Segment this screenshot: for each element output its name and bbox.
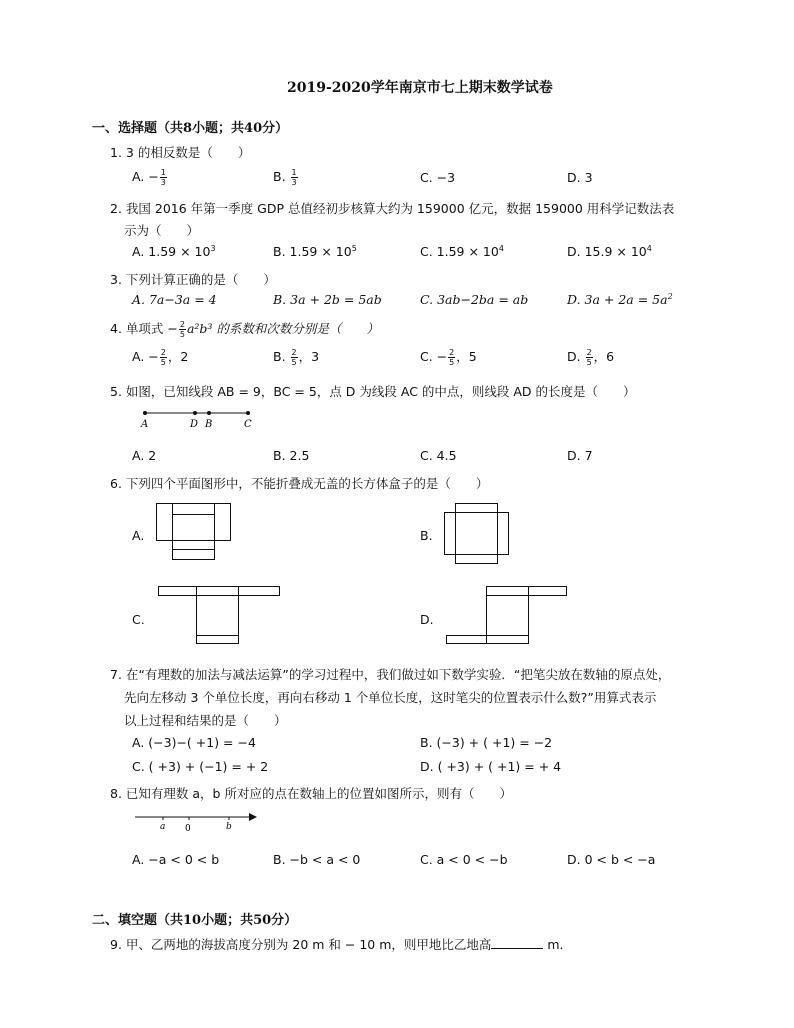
q5-segment-figure (138, 405, 258, 435)
q6-option-a: A. (132, 528, 145, 543)
q2-option-b: B. $1.59 \times 10^5$ (273, 244, 357, 260)
q5-option-c: C. 4.5 (420, 448, 457, 463)
section-heading-choice: 一、选择题（共8小题；共40分） (92, 121, 289, 136)
q6-option-c: C. (132, 612, 145, 627)
page-title: 2019-2020学年南京市七上期末数学试卷 (287, 80, 553, 96)
q6-net-b-figure (444, 503, 524, 567)
question-3-stem: 3. 下列计算正确的是（ ） (110, 272, 276, 287)
q3-option-d: D. $3a + 2a = 5a^2$ (567, 292, 673, 308)
question-6-stem: 6. 下列四个平面图形中，不能折叠成无盖的长方体盒子的是（ ） (110, 476, 489, 491)
q6-option-b: B. (420, 528, 433, 543)
q3-option-a: A. 7a−3a = 4 (132, 292, 217, 307)
section-heading-fill-blank: 二、填空题（共10小题；共50分） (92, 913, 298, 928)
q6-option-d: D. (420, 612, 434, 627)
question-7-stem-line2: 先向左移动 3 个单位长度，再向右移动 1 个单位长度，这时笔尖的位置表示什么数?”用算式表示 (124, 690, 657, 705)
q9-answer-blank[interactable] (491, 938, 543, 949)
q7-option-d: D. ( +3) + ( +1) = + 4 (420, 759, 562, 774)
q5-point-d: D (190, 419, 199, 430)
q8-axis-label-zero: 0 (185, 824, 191, 834)
q2-option-d: D. $15.9 \times 10^4$ (567, 244, 652, 260)
q1-option-b: B. $\frac{1}{3}$ (273, 168, 297, 187)
q4-option-a: A. − $\frac{2}{5}$ ，2 (132, 348, 189, 367)
q2-option-a: A. $1.59 \times 10^3$ (132, 244, 216, 260)
q8-option-b: B. −b < a < 0 (273, 852, 361, 867)
q6-net-a-figure (156, 503, 236, 563)
q6-net-d-figure (446, 586, 570, 646)
q7-option-b: B. (−3) + ( +1) = −2 (420, 735, 553, 750)
question-7-stem-line1: 7. 在“有理数的加法与减法运算”的学习过程中，我们做过如下数学实验．“把笔尖放在数轴的原点处， (110, 667, 671, 682)
question-2-stem-line1: 2. 我国 2016 年第一季度 GDP 总值经初步核算大约为 159000 亿元，数据 159000 用科学记数法表 (110, 201, 675, 216)
q1-option-d: D. 3 (567, 170, 593, 185)
q5-option-b: B. 2.5 (273, 448, 310, 463)
question-4-stem: 4. 单项式 − $\frac{2}{5}$ a²b³ 的系数和次数分别是（ ） (110, 320, 379, 339)
q8-option-d: D. 0 < b < −a (567, 852, 656, 867)
question-1-stem: 1. 3 的相反数是（ ） (110, 145, 251, 160)
q8-option-c: C. a < 0 < −b (420, 852, 508, 867)
q4-option-b: B. $\frac{2}{5}$ ，3 (273, 348, 320, 367)
q5-point-c: C (244, 419, 252, 430)
q8-number-line-figure (135, 810, 260, 838)
q5-point-b: B (205, 419, 213, 430)
q5-point-a: A (141, 419, 149, 430)
q4-option-d: D. $\frac{2}{5}$ ，6 (567, 348, 615, 367)
q8-axis-label-a: a (160, 822, 166, 832)
question-9-stem: 9. 甲、乙两地的海拔高度分别为 20 m 和 − 10 m，则甲地比乙地高 m． (110, 937, 573, 952)
q7-option-c: C. ( +3) + (−1) = + 2 (132, 759, 269, 774)
q3-option-b: B. 3a + 2b = 5ab (273, 292, 382, 307)
q3-option-c: C. 3ab−2ba = ab (420, 292, 529, 307)
question-5-stem: 5. 如图，已知线段 AB = 9，BC = 5，点 D 为线段 AC 的中点，则线段 AD 的长度是（ ） (110, 384, 636, 399)
question-8-stem: 8. 已知有理数 a，b 所对应的点在数轴上的位置如图所示，则有（ ） (110, 786, 512, 801)
q8-option-a: A. −a < 0 < b (132, 852, 220, 867)
q7-option-a: A. (−3)−( +1) = −4 (132, 735, 256, 750)
q5-option-d: D. 7 (567, 448, 593, 463)
question-2-stem-line2: 示为（ ） (124, 223, 200, 238)
q4-option-c: C. − $\frac{2}{5}$ ，5 (420, 348, 477, 367)
q1-option-c: C. −3 (420, 170, 456, 185)
question-7-stem-line3: 以上过程和结果的是（ ） (124, 713, 287, 728)
q2-option-c: C. $1.59 \times 10^4$ (420, 244, 504, 260)
q1-option-a: A. − $\frac{1}{3}$ (132, 168, 166, 187)
q6-net-c-figure (158, 586, 282, 646)
q5-option-a: A. 2 (132, 448, 157, 463)
q8-axis-label-b: b (226, 822, 232, 832)
